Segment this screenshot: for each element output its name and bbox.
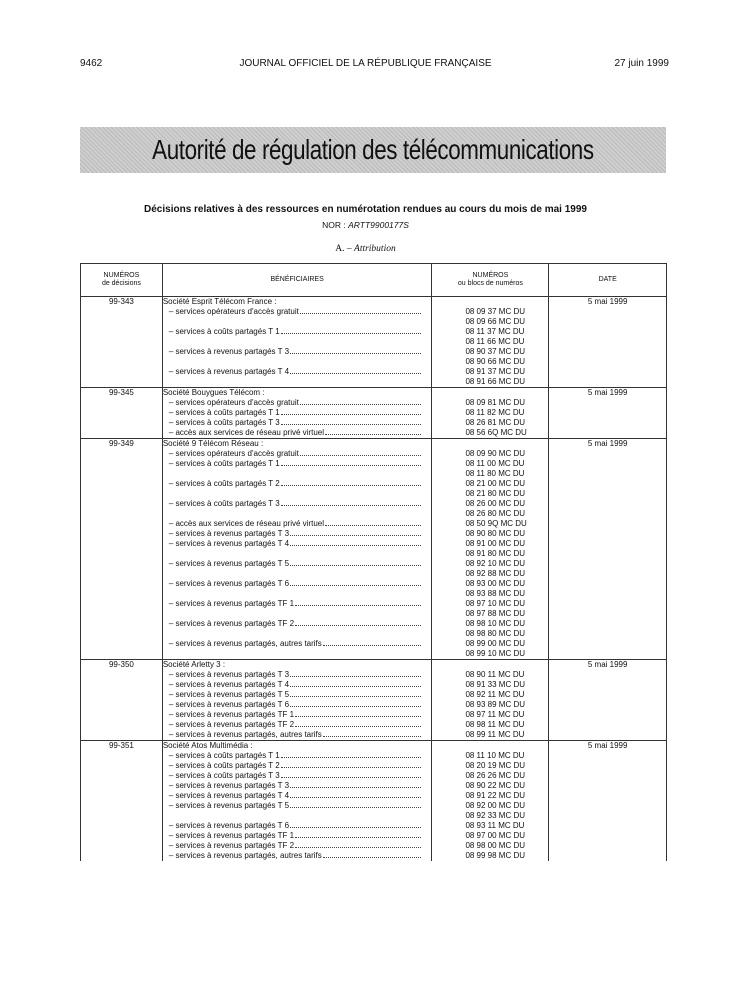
numbers-cell [432, 439, 549, 660]
line-spacer [163, 629, 432, 639]
number-block: 08 99 98 MC DU [465, 851, 526, 860]
line-spacer [163, 357, 432, 367]
service-label: – services à revenus partagés T 3 [168, 347, 290, 356]
table-row [81, 297, 667, 388]
decision-number: 99-350 [81, 660, 163, 741]
dot-leader [281, 771, 422, 778]
service-line [163, 519, 432, 529]
number-block: 08 91 37 MC DU [465, 367, 526, 376]
nor-reference [0, 220, 731, 230]
table-row [81, 660, 667, 741]
dot-leader [290, 347, 421, 354]
dot-leader [290, 690, 421, 697]
number-block: 08 93 11 MC DU [465, 821, 525, 830]
beneficiary-cell [162, 297, 432, 388]
service-label: – services à revenus partagés TF 2 [168, 619, 295, 628]
service-line [163, 841, 432, 851]
header-numbers-line2: ou blocs de numéros [457, 280, 523, 287]
number-block: 08 92 00 MC DU [465, 801, 526, 810]
decision-date: 5 mai 1999 [549, 741, 667, 862]
journal-title: JOURNAL OFFICIEL DE LA RÉPUBLIQUE FRANÇAISE [239, 58, 492, 69]
header-numbers-line1: NUMÉROS [472, 272, 509, 279]
service-label: – services à coûts partagés T 1 [168, 327, 280, 336]
dot-leader [323, 851, 422, 858]
service-label: – services à revenus partagés T 4 [168, 680, 290, 689]
dot-leader [281, 459, 422, 466]
nor-label: NOR : [322, 220, 346, 230]
service-label: – services à revenus partagés, autres tarifs [168, 851, 322, 860]
service-label: – services à coûts partagés T 3 [168, 499, 280, 508]
dot-leader [325, 428, 421, 435]
number-block: 08 26 26 MC DU [465, 771, 526, 780]
service-line [163, 579, 432, 589]
service-line [163, 529, 432, 539]
service-label: – services à revenus partagés T 5 [168, 559, 290, 568]
header-numbers [432, 264, 549, 297]
dot-leader [281, 751, 422, 758]
dot-leader [290, 559, 421, 566]
service-label: – services à revenus partagés T 6 [168, 700, 290, 709]
service-line [163, 670, 432, 680]
service-label: – services à revenus partagés T 4 [168, 539, 290, 548]
page-number: 9462 [80, 58, 103, 69]
number-block: 08 98 80 MC DU [465, 629, 526, 638]
number-block: 08 99 00 MC DU [465, 639, 526, 648]
number-block: 08 91 00 MC DU [465, 539, 526, 548]
service-label: – services à revenus partagés, autres tarifs [168, 639, 322, 648]
line-spacer [432, 741, 548, 751]
number-block: 08 97 88 MC DU [465, 609, 526, 618]
service-label: – services à revenus partagés T 3 [168, 781, 290, 790]
attribution-table [80, 263, 667, 861]
number-block: 08 50 9Q MC DU [465, 519, 527, 528]
service-line [163, 680, 432, 690]
service-line [163, 639, 432, 649]
service-line [163, 730, 432, 740]
number-block: 08 21 80 MC DU [465, 489, 526, 498]
service-line [163, 428, 432, 438]
service-label: – services à coûts partagés T 2 [168, 479, 280, 488]
number-block: 08 21 00 MC DU [465, 479, 526, 488]
header-decision-numbers [81, 264, 163, 297]
service-line [163, 781, 432, 791]
service-label: – services à coûts partagés T 1 [168, 751, 280, 760]
service-label: – accès aux services de réseau privé virtuel [168, 519, 324, 528]
company-name: Société 9 Télécom Réseau : [162, 439, 264, 448]
beneficiary-cell [162, 388, 432, 439]
number-block: 08 97 10 MC DU [465, 599, 526, 608]
beneficiary-cell [162, 439, 432, 660]
service-line [163, 559, 432, 569]
line-spacer [163, 469, 432, 479]
table-row [81, 439, 667, 660]
number-block: 08 92 33 MC DU [465, 811, 526, 820]
header-decision-line1: NUMÉROS [103, 272, 140, 279]
number-block: 08 93 88 MC DU [465, 589, 526, 598]
number-block: 08 11 00 MC DU [465, 459, 525, 468]
line-spacer [163, 489, 432, 499]
dot-leader [281, 479, 422, 486]
dot-leader [290, 821, 421, 828]
service-label: – services à revenus partagés, autres tarifs [168, 730, 322, 739]
dot-leader [290, 700, 421, 707]
decision-number: 99-343 [81, 297, 163, 388]
number-block: 08 97 11 MC DU [465, 710, 525, 719]
dot-leader [323, 639, 422, 646]
service-line [163, 408, 432, 418]
authority-banner [80, 127, 666, 173]
number-block: 08 09 81 MC DU [465, 398, 526, 407]
service-line [163, 831, 432, 841]
number-block: 08 98 10 MC DU [465, 619, 526, 628]
service-line [163, 801, 432, 811]
service-line [163, 761, 432, 771]
decision-number: 99-345 [81, 388, 163, 439]
service-label: – services opérateurs d'accès gratuit [168, 307, 299, 316]
company-name: Société Bouygues Télécom : [162, 388, 265, 397]
service-label: – services à revenus partagés T 3 [168, 670, 290, 679]
dot-leader [295, 720, 421, 727]
decision-date: 5 mai 1999 [549, 439, 667, 660]
service-label: – services à revenus partagés T 5 [168, 801, 290, 810]
dot-leader [295, 831, 421, 838]
number-block: 08 26 80 MC DU [465, 509, 526, 518]
number-block: 08 11 82 MC DU [465, 408, 525, 417]
header-beneficiaries: BÉNÉFICIAIRES [162, 264, 432, 297]
service-line [163, 700, 432, 710]
number-block: 08 26 81 MC DU [465, 418, 526, 427]
service-line [163, 449, 432, 459]
line-spacer [432, 439, 548, 449]
number-block: 08 99 10 MC DU [465, 649, 526, 658]
numbers-cell [432, 297, 549, 388]
dot-leader [281, 761, 422, 768]
dot-leader [281, 418, 422, 425]
service-line [163, 619, 432, 629]
number-block: 08 92 10 MC DU [465, 559, 526, 568]
service-line [163, 327, 432, 337]
dot-leader [290, 670, 421, 677]
service-line [163, 418, 432, 428]
service-label: – services à coûts partagés T 3 [168, 771, 280, 780]
line-spacer [163, 609, 432, 619]
decision-date: 5 mai 1999 [549, 388, 667, 439]
line-spacer [163, 377, 432, 387]
company-name: Société Esprit Télécom France : [162, 297, 277, 306]
dot-leader [281, 408, 422, 415]
service-label: – services opérateurs d'accès gratuit [168, 398, 299, 407]
beneficiary-cell [162, 660, 432, 741]
dot-leader [325, 519, 421, 526]
service-label: – services à revenus partagés T 6 [168, 821, 290, 830]
service-line [163, 791, 432, 801]
number-block: 08 92 11 MC DU [465, 690, 525, 699]
number-block: 08 98 00 MC DU [465, 841, 526, 850]
table-header-row [81, 264, 667, 297]
service-line [163, 690, 432, 700]
service-label: – services à revenus partagés TF 2 [168, 720, 295, 729]
dot-leader [290, 367, 421, 374]
service-line [163, 771, 432, 781]
number-block: 08 56 6Q MC DU [465, 428, 527, 437]
numbers-cell [432, 660, 549, 741]
decision-number: 99-349 [81, 439, 163, 660]
service-line [163, 751, 432, 761]
service-label: – services à coûts partagés T 3 [168, 418, 280, 427]
document-subtitle: Décisions relatives à des ressources en numérotation rendues au cours du mois de mai 1999 [144, 204, 587, 215]
line-spacer [163, 811, 432, 821]
company-name: Société Atos Multimédia : [162, 741, 253, 750]
line-spacer [163, 589, 432, 599]
numbers-cell [432, 741, 549, 862]
service-line [163, 710, 432, 720]
dot-leader [300, 307, 422, 314]
dot-leader [323, 730, 422, 737]
line-spacer [163, 549, 432, 559]
service-line [163, 539, 432, 549]
service-line [163, 398, 432, 408]
number-block: 08 11 10 MC DU [465, 751, 525, 760]
dot-leader [290, 781, 421, 788]
number-block: 08 91 33 MC DU [465, 680, 526, 689]
numbers-cell [432, 388, 549, 439]
service-line [163, 499, 432, 509]
service-label: – services à revenus partagés TF 1 [168, 831, 295, 840]
number-block: 08 91 66 MC DU [465, 377, 526, 386]
service-line [163, 459, 432, 469]
service-line [163, 720, 432, 730]
number-block: 08 91 22 MC DU [465, 791, 526, 800]
service-label: – services à revenus partagés T 3 [168, 529, 290, 538]
number-block: 08 26 00 MC DU [465, 499, 526, 508]
number-block: 08 09 66 MC DU [465, 317, 526, 326]
number-block: 08 90 66 MC DU [465, 357, 526, 366]
dot-leader [290, 539, 421, 546]
dot-leader [290, 791, 421, 798]
nor-ref: ARTT9900177S [348, 220, 409, 230]
beneficiary-cell [162, 741, 432, 862]
number-block: 08 98 11 MC DU [465, 720, 525, 729]
section-heading [0, 244, 731, 254]
header-date: 27 juin 1999 [614, 58, 669, 69]
service-label: – services à revenus partagés T 4 [168, 367, 290, 376]
service-line [163, 479, 432, 489]
number-block: 08 20 19 MC DU [465, 761, 526, 770]
number-block: 08 11 80 MC DU [465, 469, 525, 478]
service-label: – services à coûts partagés T 2 [168, 761, 280, 770]
section-letter: A. – [335, 244, 352, 254]
number-block: 08 99 11 MC DU [465, 730, 525, 739]
line-spacer [432, 388, 548, 398]
service-line [163, 599, 432, 609]
number-block: 08 93 89 MC DU [465, 700, 526, 709]
dot-leader [290, 529, 421, 536]
dot-leader [295, 710, 421, 717]
number-block: 08 09 37 MC DU [465, 307, 526, 316]
line-spacer [163, 569, 432, 579]
number-block: 08 11 66 MC DU [465, 337, 525, 346]
header-date: DATE [549, 264, 667, 297]
service-label: – services à revenus partagés TF 2 [168, 841, 295, 850]
service-label: – services à revenus partagés TF 1 [168, 599, 295, 608]
line-spacer [163, 509, 432, 519]
dot-leader [290, 801, 421, 808]
header-decision-line2: de décisions [101, 280, 141, 287]
service-label: – services à revenus partagés TF 1 [168, 710, 295, 719]
number-block: 08 93 00 MC DU [465, 579, 526, 588]
service-label: – services à revenus partagés T 4 [168, 791, 290, 800]
line-spacer [163, 649, 432, 659]
dot-leader [300, 449, 422, 456]
service-label: – services opérateurs d'accès gratuit [168, 449, 299, 458]
number-block: 08 92 88 MC DU [465, 569, 526, 578]
table-row [81, 388, 667, 439]
service-line [163, 347, 432, 357]
dot-leader [295, 841, 421, 848]
number-block: 08 91 80 MC DU [465, 549, 526, 558]
number-block: 08 90 22 MC DU [465, 781, 526, 790]
service-line [163, 307, 432, 317]
service-label: – services à revenus partagés T 5 [168, 690, 290, 699]
number-block: 08 90 80 MC DU [465, 529, 526, 538]
decision-date: 5 mai 1999 [549, 297, 667, 388]
company-name: Société Arletty 3 : [162, 660, 226, 669]
line-spacer [163, 337, 432, 347]
service-label: – services à coûts partagés T 1 [168, 459, 280, 468]
service-line [163, 821, 432, 831]
dot-leader [295, 619, 421, 626]
line-spacer [163, 317, 432, 327]
dot-leader [290, 680, 421, 687]
dot-leader [295, 599, 421, 606]
number-block: 08 09 90 MC DU [465, 449, 526, 458]
service-label: – services à revenus partagés T 6 [168, 579, 290, 588]
dot-leader [300, 398, 422, 405]
banner-title: Autorité de régulation des télécommunications [152, 134, 594, 165]
dot-leader [281, 327, 422, 334]
decision-number: 99-351 [81, 741, 163, 862]
number-block: 08 90 11 MC DU [465, 670, 525, 679]
number-block: 08 11 37 MC DU [465, 327, 525, 336]
dot-leader [281, 499, 422, 506]
table-row [81, 741, 667, 862]
decision-date: 5 mai 1999 [549, 660, 667, 741]
service-label: – accès aux services de réseau privé virtuel [168, 428, 324, 437]
service-line [163, 851, 432, 861]
service-line [163, 367, 432, 377]
service-label: – services à coûts partagés T 1 [168, 408, 280, 417]
section-title: Attribution [354, 244, 396, 254]
dot-leader [290, 579, 421, 586]
number-block: 08 90 37 MC DU [465, 347, 526, 356]
number-block: 08 97 00 MC DU [465, 831, 526, 840]
line-spacer [432, 297, 548, 307]
line-spacer [432, 660, 548, 670]
